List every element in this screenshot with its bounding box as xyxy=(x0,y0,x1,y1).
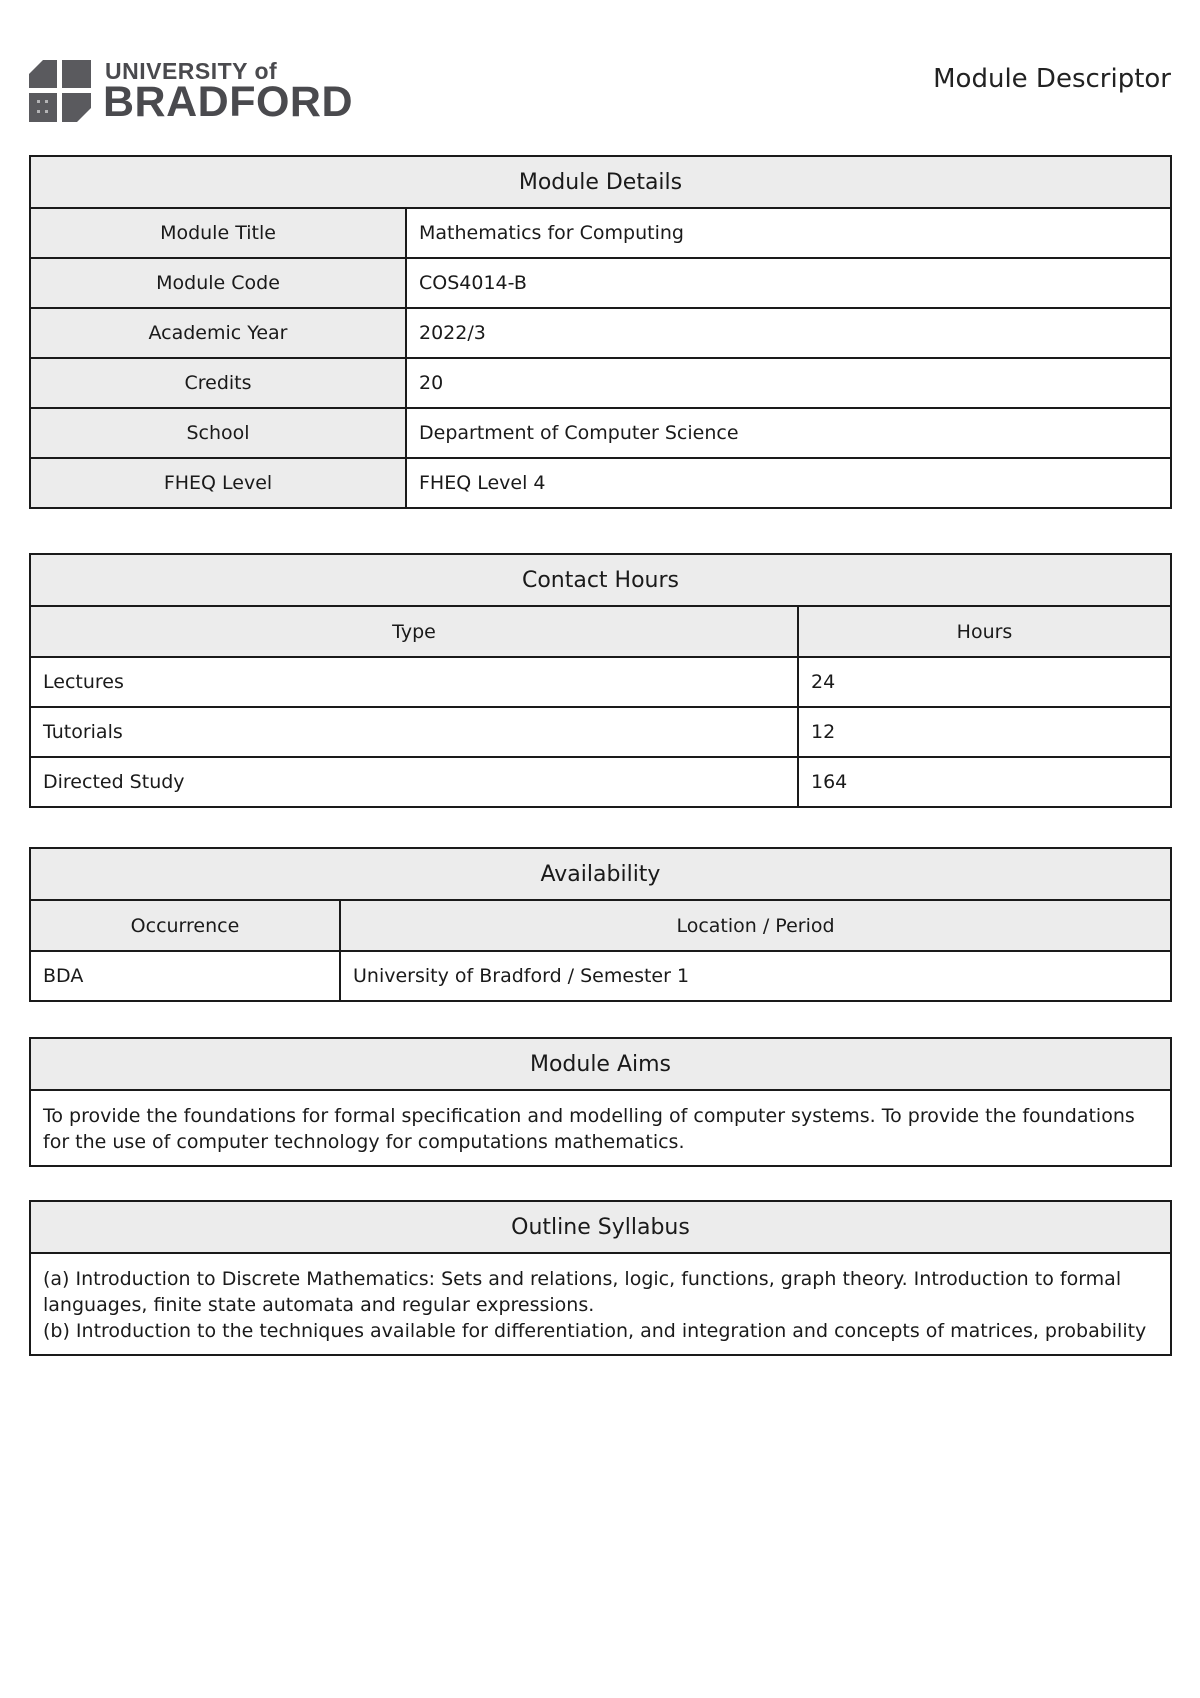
column-header-type: Type xyxy=(30,606,798,657)
field-value: COS4014-B xyxy=(406,258,1171,308)
field-label: Module Title xyxy=(30,208,406,258)
table-row xyxy=(30,951,1171,1001)
contact-hours: 164 xyxy=(798,757,1171,807)
table-row xyxy=(30,408,1171,458)
syllabus-text xyxy=(30,1253,1171,1355)
table-row xyxy=(30,657,1171,707)
logo-line-1: UNIVERSITY of xyxy=(105,58,278,84)
syllabus-item-b: (b) Introduction to the techniques available for differentiation, and integration and concepts of matrices, probability xyxy=(43,1320,1147,1342)
field-label: FHEQ Level xyxy=(30,458,406,508)
university-logo xyxy=(29,58,359,126)
section-heading: Contact Hours xyxy=(30,554,1171,606)
location-period: University of Bradford / Semester 1 xyxy=(340,951,1171,1001)
field-value: Department of Computer Science xyxy=(406,408,1171,458)
table-row xyxy=(30,707,1171,757)
section-heading: Module Details xyxy=(30,156,1171,208)
column-header-hours: Hours xyxy=(798,606,1171,657)
table-row xyxy=(30,258,1171,308)
availability-table xyxy=(29,847,1172,1002)
contact-type: Lectures xyxy=(30,657,798,707)
university-crest-icon xyxy=(29,60,91,122)
section-heading: Availability xyxy=(30,848,1171,900)
field-label: Module Code xyxy=(30,258,406,308)
contact-hours: 12 xyxy=(798,707,1171,757)
table-row xyxy=(30,308,1171,358)
column-header-location: Location / Period xyxy=(340,900,1171,951)
document-title: Module Descriptor xyxy=(933,64,1171,94)
logo-line-2: BRADFORD xyxy=(103,78,354,126)
module-aims-table xyxy=(29,1037,1172,1167)
module-aims-text: To provide the foundations for formal specification and modelling of computer systems. To provide the foundations for the use of computer technology for computations mathematics. xyxy=(30,1090,1171,1166)
section-heading: Module Aims xyxy=(30,1038,1171,1090)
occurrence-code: BDA xyxy=(30,951,340,1001)
field-value: FHEQ Level 4 xyxy=(406,458,1171,508)
field-value: 20 xyxy=(406,358,1171,408)
column-header-occurrence: Occurrence xyxy=(30,900,340,951)
table-row xyxy=(30,358,1171,408)
contact-type: Directed Study xyxy=(30,757,798,807)
field-value: 2022/3 xyxy=(406,308,1171,358)
module-details-table xyxy=(29,155,1172,509)
section-heading: Outline Syllabus xyxy=(30,1201,1171,1253)
field-label: School xyxy=(30,408,406,458)
field-value: Mathematics for Computing xyxy=(406,208,1171,258)
contact-hours-table xyxy=(29,553,1172,808)
table-row xyxy=(30,208,1171,258)
table-row xyxy=(30,757,1171,807)
table-row xyxy=(30,458,1171,508)
outline-syllabus-table xyxy=(29,1200,1172,1356)
field-label: Academic Year xyxy=(30,308,406,358)
field-label: Credits xyxy=(30,358,406,408)
contact-hours: 24 xyxy=(798,657,1171,707)
page-header xyxy=(29,58,1171,126)
contact-type: Tutorials xyxy=(30,707,798,757)
syllabus-item-a: (a) Introduction to Discrete Mathematics: Sets and relations, logic, functions, graph theory. Introduction to formal languages, finite state automata and regular expressions. xyxy=(43,1268,1122,1316)
